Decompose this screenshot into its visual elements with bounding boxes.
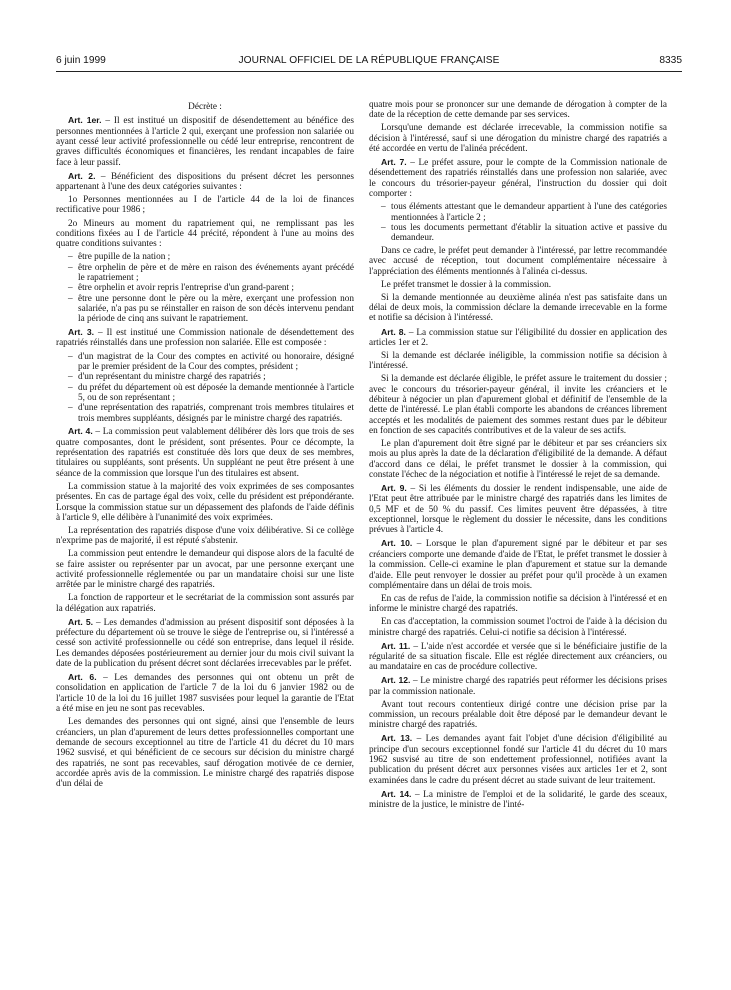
list-item: – être une personne dont le père ou la mère, exerçant une profession non salariée, n'a pas pu se réinstaller en raison de son décès intervenu pendant la période de cinq ans suivant le rapatriement. xyxy=(68,293,354,325)
list-item: – être orphelin de père et de mère en raison des événements ayant précédé le rapatriement ; xyxy=(68,262,354,283)
article-2-para-1: 1o Personnes mentionnées au I de l'article 44 de la loi de finances rectificative pour 1986 ; xyxy=(56,195,354,216)
article-5-label: Art. 5. xyxy=(68,616,94,627)
article-7-text: – Le préfet assure, pour le compte de la Commission nationale de désendettement des rapatriés réinstallés dans une profession non salariée, avec le concours du trésorier-payeur général, l'instruction du dossier qui doit comporter : xyxy=(369,158,668,200)
list-item: – d'une représentation des rapatriés, comprenant trois membres titulaires et trois membres suppléants, désignés par le ministre chargé des rapatriés. xyxy=(68,403,354,424)
article-3-label: Art. 3. xyxy=(68,327,94,338)
article-14 xyxy=(369,789,667,811)
article-10 xyxy=(369,538,667,591)
article-6-text: – Les demandes des personnes qui ont obtenu un prêt de consolidation en application de l'article 7 de la loi du 6 janvier 1982 ou de l'article 10 de la loi du 16 juillet 1987 susvisées pour lequel la garantie de l'Etat a été mise en jeu ne sont pas recevables. xyxy=(56,673,355,715)
continuation-para: quatre mois pour se prononcer sur une demande de dérogation à compter de la date de la réception de cette demande par ses services. xyxy=(369,100,667,121)
article-2-para-2: 2o Mineurs au moment du rapatriement qui, ne remplissant pas les conditions fixées au I de l'article 44 précité, répondent à l'une au moins des quatre conditions suivantes : xyxy=(56,218,354,250)
header-title: JOURNAL OFFICIEL DE LA RÉPUBLIQUE FRANÇAISE xyxy=(238,55,500,66)
article-10-label: Art. 10. xyxy=(381,538,413,549)
page-header xyxy=(56,55,682,71)
article-10-para-2: En cas d'acceptation, la commission soumet l'octroi de l'aide à la décision du ministre chargé des rapatriés. Celui-ci notifie sa décision à l'intéressé. xyxy=(369,617,667,638)
article-2-list xyxy=(56,252,354,324)
article-8-para-3: Le plan d'apurement doit être signé par le débiteur et par ses créanciers six mois au plus après la date de la déclaration d'éligibilité de la demande. A défaut d'accord dans ce délai, le préfet transmet le dossier à la commission, qui constate l'échec de la négociation et notifie à l'intéressé le rejet de sa demande. xyxy=(369,439,667,481)
article-3-list xyxy=(56,352,354,424)
article-8 xyxy=(369,327,667,349)
article-4-text: – La commission peut valablement délibérer dès lors que trois de ses quatre composantes, dont le président, sont présentes. Pour ce décompte, la représentation des rapatriés est constituée dès lors que deux de ses membres, titulaires ou suppléants, sont présents. Un suppléant ne peut être présent à une séance de la commission que lorsque l'un des titulaires est absent. xyxy=(56,427,355,479)
article-4-label: Art. 4. xyxy=(68,426,93,437)
article-7-label: Art. 7. xyxy=(381,157,407,168)
article-1-text: – Il est institué un dispositif de désendettement au bénéfice des personnes mentionnées à l'article 2 qui, exerçant une profession non salariée ou ayant cessé leur activité professionnelle ou cédé leur entreprise, rencontrent de graves difficultés économiques et financières, les rendant incapables de faire face à leur passif. xyxy=(56,116,354,168)
header-rule xyxy=(56,71,682,72)
article-13-label: Art. 13. xyxy=(381,733,413,744)
continuation-para-2: Lorsqu'une demande est déclarée irrecevable, la commission notifie sa décision à l'intéressé, sauf si une dérogation du ministre chargé des rapatriés a été accordée en vertu de l'alinéa précédent. xyxy=(369,123,667,155)
article-9 xyxy=(369,483,667,536)
list-item: – d'un représentant du ministre chargé des rapatriés ; xyxy=(68,372,266,383)
list-item: – tous les documents permettant d'établir la situation active et passive du demandeur. xyxy=(381,222,667,244)
article-7-para-1: Dans ce cadre, le préfet peut demander à l'intéressé, par lettre recommandée avec accusé de réception, tout document complémentaire nécessaire à l'appréciation des éléments mentionnés à l'alinéa ci-dessus. xyxy=(369,246,667,277)
article-7-para-3: Si la demande mentionnée au deuxième alinéa n'est pas satisfaite dans un délai de deux mois, la commission déclare la demande irrecevable en la forme et notifie sa décision à l'intéressé. xyxy=(369,292,667,324)
article-7-para-2: Le préfet transmet le dossier à la commission. xyxy=(381,279,552,290)
article-7 xyxy=(369,157,667,199)
article-12-text: – Le ministre chargé des rapatriés peut réformer les décisions prises par la commission nationale. xyxy=(369,676,667,697)
article-6-para-1: Les demandes des personnes qui ont signé, ainsi que l'ensemble de leurs créanciers, un plan d'apurement de leurs dettes professionnelles comportant une demande de secours exceptionnel au titre de l'article 41 du décret du 10 mars 1962 susvisé, et qui bénéficient de ce secours sur décision du ministre chargé des rapatriés, ne sont pas recevables, sauf dérogation motivée de ce dernier, accordée après avis de la commission. Le ministre chargé des rapatriés dispose d'un délai de xyxy=(56,717,354,790)
article-5-text: – Les demandes d'admission au présent dispositif sont déposées à la préfecture du département où se trouve le siège de l'entreprise ou, si l'intéressé a cessé son activité professionnelle ou cédé son entreprise, dans lequel il réside. Les demandes déposées postérieurement au dernier jour du mois civil suivant la date de la publication du présent décret sont déclarées irrecevables par le préfet. xyxy=(56,617,355,670)
article-14-label: Art. 14. xyxy=(381,788,412,799)
article-12 xyxy=(369,675,667,697)
article-7-list xyxy=(369,202,667,243)
article-13 xyxy=(369,733,667,786)
article-5 xyxy=(56,617,354,670)
article-4 xyxy=(56,426,354,479)
article-4-para-3: La commission peut entendre le demandeur qui dispose alors de la faculté de se faire assister ou représenter par un avocat, par une personne exerçant une activité professionnelle réglementée ou par un mandataire choisi sur une liste arrêtée par le ministre chargé des rapatriés. xyxy=(56,549,354,591)
list-item: – être orphelin et avoir repris l'entreprise d'un grand-parent ; xyxy=(68,283,294,294)
article-6 xyxy=(56,672,354,714)
article-1-label: Art. 1er. xyxy=(68,115,102,126)
article-4-para-4: La fonction de rapporteur et le secrétariat de la commission sont assurés par la délégation aux rapatriés. xyxy=(56,593,354,614)
article-3-text: – Il est institué une Commission nationale de désendettement des rapatriés réinstallés dans une profession non salariée. Elle est composée : xyxy=(56,328,354,349)
list-item: – être pupille de la nation ; xyxy=(68,252,171,263)
article-3 xyxy=(56,327,354,349)
header-page-number: 8335 xyxy=(659,55,682,66)
article-2 xyxy=(56,171,354,193)
article-11-text: – L'aide n'est accordée et versée que si le bénéficiaire justifie de la régularité de sa situation fiscale. Elle est réglée directement aux créanciers, ou au mandataire en cas de procédure collective. xyxy=(369,641,667,673)
list-item: – tous éléments attestant que le demandeur appartient à l'une des catégories mentionnées à l'article 2 ; xyxy=(381,202,667,223)
article-13-text: – Les demandes ayant fait l'objet d'une décision d'éligibilité au principe d'un secours exceptionnel fondé sur l'article 41 du décret du 10 mars 1962 susvisé au titre de son endettement professionnel, notifiées avant la publication du présent décret aux personnes visées aux articles 1er et 2, sont examinées dans le cadre du présent décret au stade suivant de leur traitement. xyxy=(369,734,667,786)
decrete-heading: Décrète : xyxy=(188,102,222,112)
article-11-label: Art. 11. xyxy=(381,640,411,651)
article-8-para-2: Si la demande est déclarée éligible, le préfet assure le traitement du dossier ; avec le concours du trésorier-payeur général, il invite les créanciers et le débiteur à négocier un plan d'apurement global et définitif de l'ensemble de la dette de l'intéressé. Le plan établi comporte les abandons de créances librement acceptés et les modalités de paiement des sommes restant dues par le débiteur en fonction de ses capacités contributives et de la valeur de ses actifs. xyxy=(369,374,667,436)
article-10-para-1: En cas de refus de l'aide, la commission notifie sa décision à l'intéressé et en informe le ministre chargé des rapatriés. xyxy=(369,593,667,615)
article-4-para-1: La commission statue à la majorité des voix exprimées de ses composantes présentes. En cas de partage égal des voix, celle du président est prépondérante. Lorsque la commission statue sur un dépassement des plafonds de l'aide définis à l'article 9, elle délibère à l'unanimité des voix exprimées. xyxy=(56,481,354,523)
article-8-para-1: Si la demande est déclarée inéligible, la commission notifie sa décision à l'intéressé. xyxy=(369,350,667,372)
article-11 xyxy=(369,641,667,673)
article-12-label: Art. 12. xyxy=(381,675,411,686)
article-2-label: Art. 2. xyxy=(68,170,96,181)
article-1 xyxy=(56,115,354,168)
article-12-para-1: Avant tout recours contentieux dirigé contre une décision prise par la commission, un recours préalable doit être déposé par le demandeur devant le ministre chargé des rapatriés. xyxy=(369,699,667,731)
article-4-para-2: La représentation des rapatriés dispose d'une voix délibérative. Si ce collège n'exprime pas de majorité, il est réputé s'abstenir. xyxy=(56,525,354,547)
article-2-text: – Bénéficient des dispositions du présent décret les personnes appartenant à l'une des deux catégories suivantes : xyxy=(56,171,354,193)
article-14-text: – La ministre de l'emploi et de la solidarité, le garde des sceaux, ministre de la justice, le ministre de l'inté- xyxy=(369,789,668,811)
article-8-text: – La commission statue sur l'éligibilité du dossier en application des articles 1er et 2. xyxy=(369,327,667,348)
article-8-label: Art. 8. xyxy=(381,326,406,337)
article-9-label: Art. 9. xyxy=(381,483,407,494)
article-10-text: – Lorsque le plan d'apurement signé par le débiteur et par ses créanciers comporte une demande d'aide de l'Etat, le préfet transmet le dossier à la commission. Celle-ci examine le plan d'apurement et statue sur la demande d'aide. Elle peut renvoyer le dossier au préfet pour qu'il procède à un examen complémentaire dans un délai de trois mois. xyxy=(369,539,668,591)
right-column xyxy=(369,100,667,813)
article-9-text: – Si les éléments du dossier le rendent indispensable, une aide de l'Etat peut être attribuée par le ministre chargé des rapatriés dans les limites de 0,5 MF et de 50 % du passif. Ces limites peuvent être dépassées, à titre exceptionnel, lorsque le règlement du dossier le nécessite, dans les conditions prévues à l'article 4. xyxy=(369,484,668,536)
left-column xyxy=(56,102,354,792)
list-item: – du préfet du département où est déposée la demande mentionnée à l'article 5, ou de son représentant ; xyxy=(68,382,354,403)
header-date: 6 juin 1999 xyxy=(56,55,106,66)
article-6-label: Art. 6. xyxy=(68,672,97,683)
list-item: – d'un magistrat de la Cour des comptes en activité ou honoraire, désigné par le premier président de la Cour des comptes, président ; xyxy=(68,351,354,372)
